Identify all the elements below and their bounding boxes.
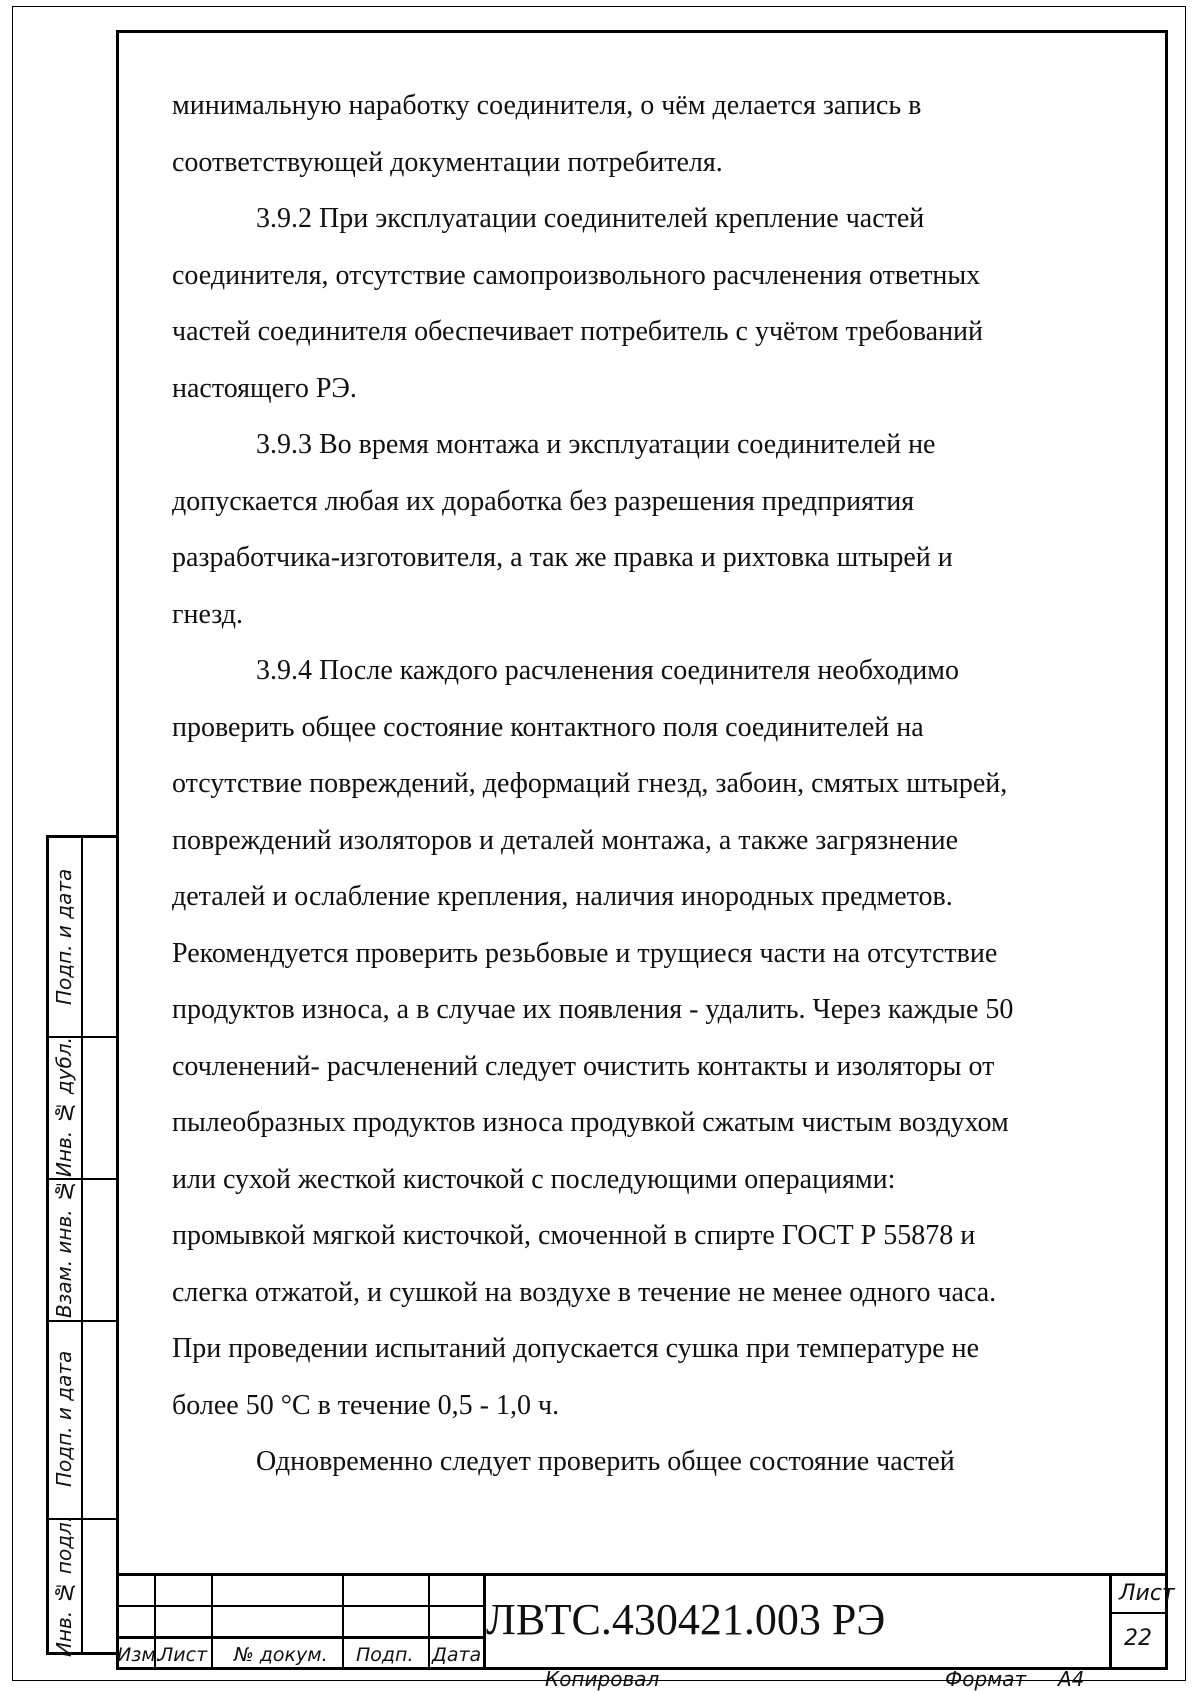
text-line: или сухой жесткой кисточкой с последующими операциями: xyxy=(172,1163,896,1195)
text-line: Рекомендуется проверить резьбовые и трущиеся части на отсутствие xyxy=(172,937,998,969)
text-line: 3.9.4 После каждого расчленения соединителя необходимо xyxy=(256,655,959,686)
body-text xyxy=(172,78,1092,1491)
text-line: 3.9.2 При эксплуатации соединителей крепление частей xyxy=(256,203,925,234)
text-line: При проведении испытаний допускается сушка при температуре не xyxy=(172,1333,980,1364)
text-line: более 50 °С в течение 0,5 - 1,0 ч. xyxy=(172,1389,560,1421)
tb-label-dokum: № докум. xyxy=(234,1644,328,1666)
side-label-inv-dubl: Инв. № дубл. xyxy=(52,1036,76,1178)
text-line: минимальную наработку соединителя, о чём делается запись в xyxy=(172,90,922,121)
side-divider xyxy=(81,838,83,1652)
tb-col-divider xyxy=(211,1576,213,1670)
tb-col-divider xyxy=(342,1576,344,1670)
text-line: настоящего РЭ. xyxy=(172,372,357,404)
footer-format-value: А4 xyxy=(1058,1667,1085,1691)
text-line: частей соединителя обеспечивает потребитель с учётом требований xyxy=(172,316,984,347)
text-line: промывкой мягкой кисточкой, смоченной в спирте ГОСТ Р 55878 и xyxy=(172,1220,976,1251)
side-stamp xyxy=(46,835,116,1658)
text-line: слегка отжатой, и сушкой на воздухе в течение не менее одного часа. xyxy=(172,1276,997,1308)
text-line: гнезд. xyxy=(172,598,244,630)
text-line: соединителя, отсутствие самопроизвольного расчленения ответных xyxy=(172,259,981,291)
tb-label-izm: Изм. xyxy=(117,1644,162,1666)
side-label-podp-data-2: Подп. и дата xyxy=(52,1350,76,1488)
text-line: разработчика-изготовителя, а так же правка и рихтовка штырей и xyxy=(172,542,953,573)
tb-row-divider xyxy=(1109,1612,1168,1614)
text-line: соответствующей документации потребителя. xyxy=(172,146,723,178)
text-line: деталей и ослабление крепления, наличия инородных предметов. xyxy=(172,881,953,912)
text-line: Одновременно следует проверить общее состояние частей xyxy=(256,1446,955,1477)
tb-label-podp: Подп. xyxy=(356,1644,414,1666)
tb-col-divider xyxy=(1109,1576,1112,1670)
footer-format-label: Формат xyxy=(945,1667,1027,1691)
side-label-podp-data: Подп. и дата xyxy=(52,868,76,1006)
text-line: продуктов износа, а в случае их появления - удалить. Через каждые 50 xyxy=(172,994,1014,1025)
text-line: отсутствие повреждений, деформаций гнезд, забоин, смятых штырей, xyxy=(172,768,1008,799)
tb-row-divider xyxy=(116,1636,483,1639)
sheet-number: 22 xyxy=(1124,1626,1152,1651)
title-block xyxy=(116,1573,1175,1670)
tb-label-list: Лист xyxy=(159,1644,208,1666)
tb-label-data: Дата xyxy=(432,1644,482,1666)
side-label-vzam-inv: Взам. инв. № xyxy=(52,1179,76,1319)
tb-col-divider xyxy=(428,1576,430,1670)
text-line: допускается любая их доработка без разрешения предприятия xyxy=(172,485,915,517)
text-line: проверить общее состояние контактного поля соединителей на xyxy=(172,711,924,743)
sheet-label: Лист xyxy=(1119,1581,1175,1606)
side-label-inv-podl: Инв. № подл. xyxy=(52,1515,76,1658)
tb-row-divider xyxy=(116,1605,483,1607)
text-line: пылеобразных продуктов износа продувкой сжатым чистым воздухом xyxy=(172,1107,1009,1138)
text-line: 3.9.3 Во время монтажа и эксплуатации соединителей не xyxy=(256,429,936,460)
footer-copied: Копировал xyxy=(545,1667,660,1691)
document-number: ЛВТС.430421.003 РЭ xyxy=(486,1595,886,1644)
text-line: повреждений изоляторов и деталей монтажа, а также загрязнение xyxy=(172,824,958,856)
text-line: сочленений- расчленений следует очистить контакты и изоляторы от xyxy=(172,1050,995,1082)
